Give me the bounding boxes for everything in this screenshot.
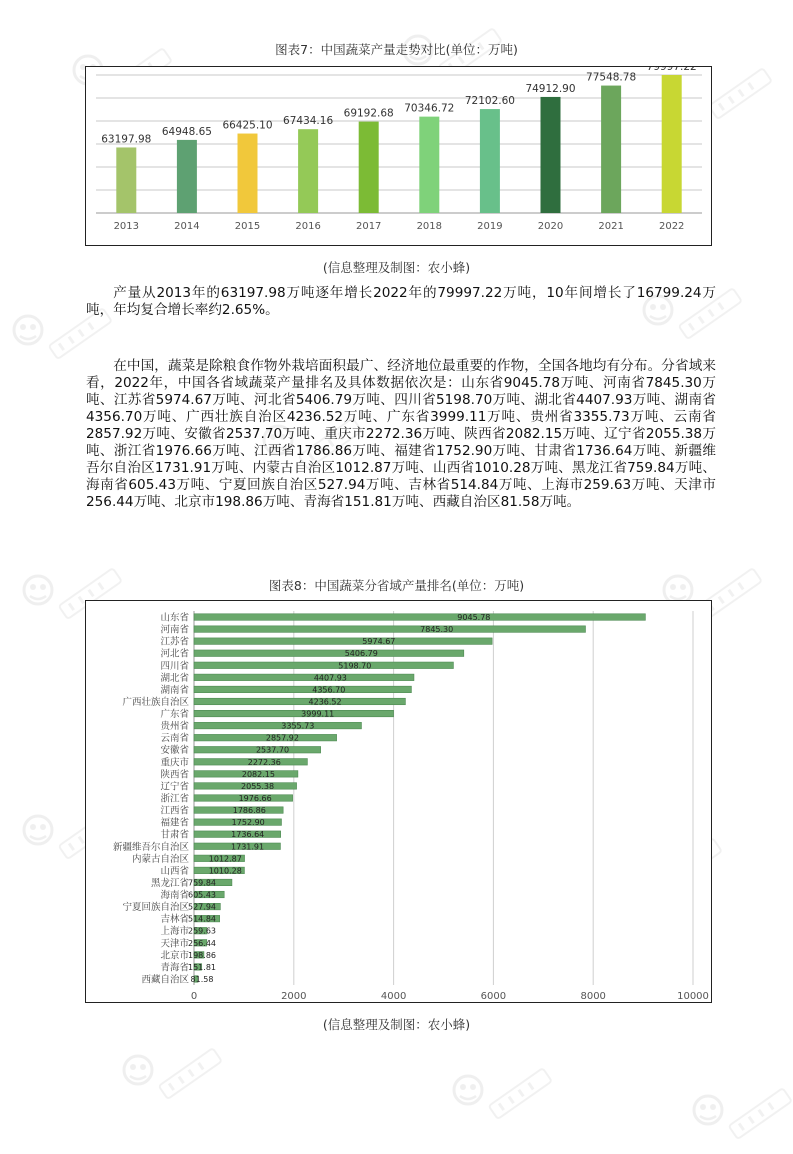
bar-河北省	[194, 650, 464, 657]
x-tick-label: 2014	[174, 221, 200, 232]
data-label: 66425.10	[222, 119, 273, 132]
data-label: 3355.73	[281, 721, 315, 731]
data-label: 72102.60	[464, 95, 515, 108]
data-label: 605.43	[188, 890, 216, 900]
bar-贵州省	[194, 722, 361, 729]
x-tick-label: 2000	[281, 991, 307, 1002]
x-tick-label: 6000	[480, 991, 507, 1002]
y-tick-label: 内蒙古自治区	[131, 853, 189, 865]
data-label: 7845.30	[420, 625, 454, 635]
data-label: 79997.22	[646, 67, 697, 74]
y-tick-label: 福建省	[160, 817, 189, 829]
y-tick-label: 安徽省	[160, 745, 189, 757]
data-label: 256.44	[188, 938, 216, 948]
x-tick-label: 2013	[113, 221, 140, 232]
data-label: 151.81	[188, 962, 216, 972]
bar-2019	[480, 109, 500, 213]
x-tick-label: 2021	[598, 221, 624, 232]
x-tick-label: 2019	[477, 221, 503, 232]
y-tick-label: 陕西省	[160, 769, 189, 781]
data-label: 3999.11	[301, 709, 335, 719]
y-tick-label: 云南省	[160, 733, 189, 745]
data-label: 5406.79	[344, 649, 378, 659]
province-ranking-chart	[86, 601, 711, 1002]
data-label: 9045.78	[457, 613, 491, 623]
data-label: 514.84	[188, 914, 216, 924]
y-tick-label: 北京市	[160, 950, 189, 962]
chart2-title: 图表8：中国蔬菜分省域产量排名(单位：万吨)	[268, 578, 525, 593]
x-tick-label: 2016	[295, 221, 321, 232]
x-tick-label: 2015	[234, 221, 261, 232]
x-tick-label: 2017	[355, 221, 382, 232]
bar-2020	[541, 97, 561, 213]
y-tick-label: 广东省	[160, 709, 189, 721]
y-tick-label: 海南省	[160, 890, 189, 902]
bar-2014	[177, 140, 197, 213]
bar-2017	[359, 122, 379, 213]
bar-河南省	[194, 626, 585, 633]
bar-湖南省	[194, 686, 411, 693]
bar-2022	[662, 75, 682, 213]
bar-2018	[419, 117, 439, 213]
bar-广东省	[194, 710, 394, 717]
data-label: 2272.36	[247, 757, 281, 767]
y-tick-label: 贵州省	[160, 721, 189, 733]
chart1-source: (信息整理及制图：农小蜂)	[322, 260, 471, 275]
bar-江苏省	[194, 638, 492, 645]
y-tick-label: 黑龙江省	[150, 877, 189, 889]
chart1-title: 图表7：中国蔬菜产量走势对比(单位：万吨)	[275, 42, 518, 57]
data-label: 759.84	[188, 878, 216, 888]
x-tick-label: 10000	[677, 991, 709, 1002]
watermark-logo-icon	[690, 1080, 793, 1154]
bar-2015	[238, 134, 258, 213]
x-tick-label: 0	[190, 991, 198, 1002]
y-tick-label: 河南省	[160, 624, 189, 636]
y-tick-label: 青海省	[160, 962, 189, 974]
y-tick-label: 山西省	[160, 865, 189, 877]
bar-山东省	[194, 613, 645, 623]
bar-2013	[116, 147, 136, 213]
data-label: 74912.90	[525, 82, 576, 95]
data-label: 69192.68	[343, 107, 394, 120]
data-label: 1786.86	[232, 806, 266, 816]
data-label: 1012.87	[208, 854, 242, 864]
data-label: 67434.16	[283, 115, 334, 128]
y-tick-label: 江苏省	[160, 636, 189, 648]
chart2-source: (信息整理及制图：农小蜂)	[322, 1017, 471, 1032]
data-label: 1010.28	[208, 866, 242, 876]
data-label: 81.58	[190, 974, 214, 984]
data-label: 1976.66	[238, 794, 272, 803]
y-tick-label: 上海市	[160, 926, 189, 938]
data-label: 2857.92	[265, 733, 299, 743]
chart2-frame	[85, 600, 712, 1003]
data-label: 63197.98	[101, 133, 152, 146]
data-label: 2082.15	[241, 769, 275, 779]
data-label: 1752.90	[231, 818, 265, 828]
data-label: 259.63	[188, 926, 216, 936]
y-tick-label: 湖北省	[160, 672, 189, 684]
data-label: 2537.70	[255, 745, 290, 755]
y-tick-label: 甘肃省	[160, 829, 189, 841]
data-label: 70346.72	[404, 102, 455, 115]
data-label: 527.94	[188, 902, 216, 912]
data-label: 2055.38	[241, 781, 275, 791]
data-label: 5974.67	[362, 637, 396, 647]
y-tick-label: 江西省	[160, 805, 189, 817]
y-tick-label: 浙江省	[160, 793, 189, 805]
data-label: 4236.52	[308, 697, 342, 707]
x-tick-label: 2018	[416, 221, 443, 232]
y-tick-label: 河北省	[160, 648, 189, 660]
data-label: 5198.70	[338, 661, 372, 671]
y-tick-label: 天津市	[160, 938, 189, 950]
y-tick-label: 宁夏回族自治区	[122, 902, 189, 914]
bar-四川省	[194, 662, 453, 669]
watermark-logo-icon	[120, 1040, 230, 1114]
bar-2016	[298, 129, 318, 213]
bar-湖北省	[194, 674, 414, 681]
y-tick-label: 山东省	[160, 612, 189, 624]
y-tick-label: 西藏自治区	[141, 974, 189, 986]
watermark-logo-icon	[450, 1060, 560, 1134]
bar-2021	[601, 86, 621, 213]
y-tick-label: 重庆市	[160, 757, 189, 769]
y-tick-label: 辽宁省	[160, 781, 189, 793]
data-label: 1731.91	[231, 842, 265, 852]
y-tick-label: 新疆维吾尔自治区	[112, 841, 189, 853]
paragraph-growth: 产量从2013年的63197.98万吨逐年增长2022年的79997.22万吨，10年间增长了16799.24万吨，年均复合增长率约2.65%。	[86, 285, 716, 318]
y-tick-label: 吉林省	[160, 914, 189, 926]
y-tick-label: 广西壮族自治区	[122, 696, 189, 708]
data-label: 4407.93	[313, 673, 347, 683]
data-label: 77548.78	[586, 71, 637, 84]
data-label: 1736.64	[231, 830, 265, 840]
data-label: 64948.65	[161, 125, 212, 138]
data-label: 198.86	[188, 950, 216, 960]
y-tick-label: 湖南省	[160, 684, 189, 696]
x-tick-label: 2022	[658, 221, 685, 232]
paragraph-provinces: 在中国，蔬菜是除粮食作物外栽培面积最广、经济地位最重要的作物，全国各地均有分布。分省域来看，2022年，中国各省域蔬菜产量排名及具体数据依次是：山东省9045.78万吨、河南省7845.30万吨、江苏省5974.67万吨、河北省5406.79万吨、四川省5198.70万吨、湖北省4407.93万吨、湖南省4356.70万吨、广西壮族自治区4236.52万吨、广东省3999.11万吨、贵州省3355.73万吨、云南省2857.92万吨、安徽省2537.70万吨、重庆市2272.36万吨、陕西省2082.15万吨、辽宁省2055.38万吨、浙江省1976.66万吨、江西省1786.86万吨、福建省1752.90万吨、甘肃省1736.64万吨、新疆维吾尔自治区1731.91万吨、内蒙古自治区1012.87万吨、山西省1010.28万吨、黑龙江省759.84万吨、海南省605.43万吨、宁夏回族自治区527.94万吨、吉林省514.84万吨、上海市259.63万吨、天津市256.44万吨、北京市198.86万吨、青海省151.81万吨、西藏自治区81.58万吨。	[86, 358, 716, 510]
chart1-frame	[85, 66, 712, 246]
x-tick-label: 2020	[537, 221, 564, 232]
production-trend-chart	[86, 67, 711, 245]
y-tick-label: 四川省	[160, 660, 189, 672]
x-tick-label: 8000	[580, 991, 606, 1002]
bar-广西壮族自治区	[194, 698, 405, 705]
data-label: 4356.70	[312, 685, 346, 695]
x-tick-label: 4000	[380, 991, 407, 1002]
